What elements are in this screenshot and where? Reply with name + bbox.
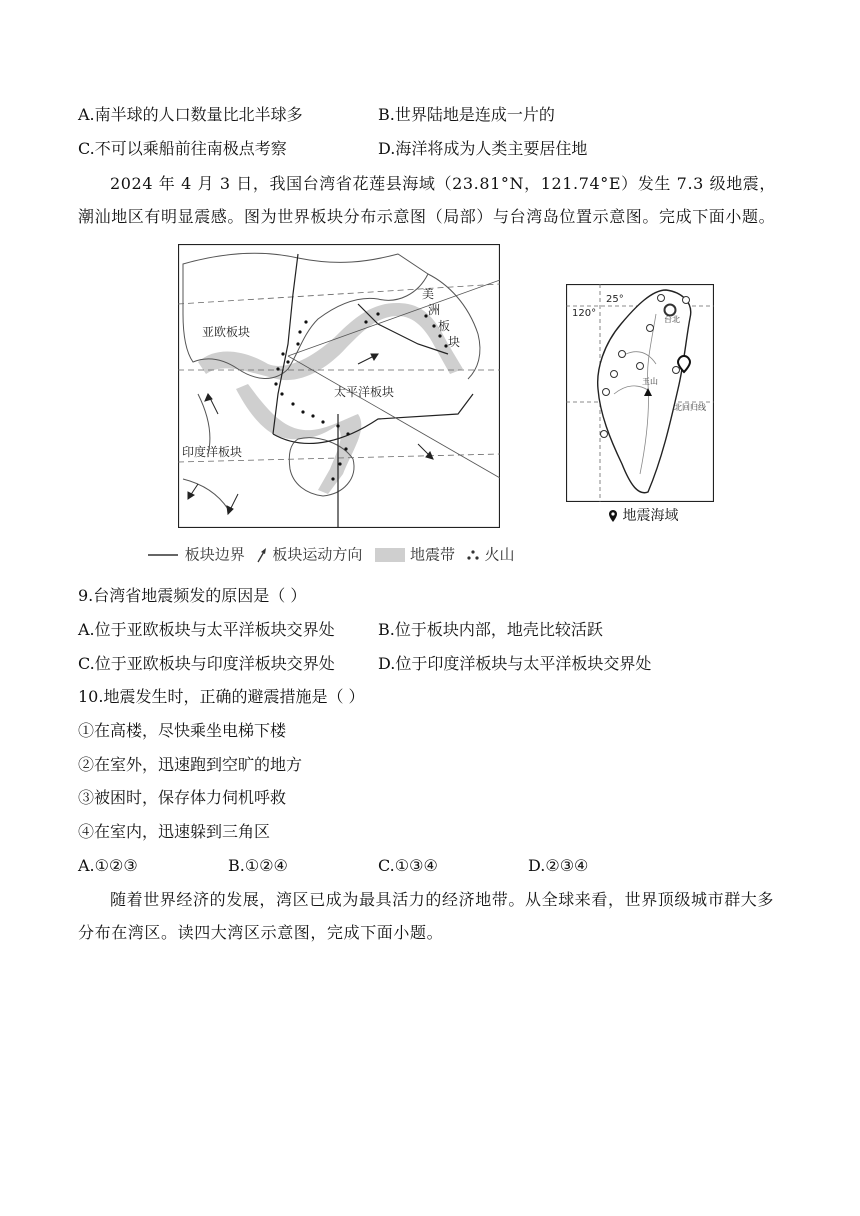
q8-option-d: D.海洋将成为人类主要居住地	[378, 139, 588, 158]
q9-stem: 9.台湾省地震频发的原因是（ ）	[78, 586, 307, 605]
label-american-plate-2: 洲	[428, 303, 441, 317]
earthquake-belt-swatch-icon	[375, 547, 405, 563]
q9-option-d: D.位于印度洋板块与太平洋板块交界处	[378, 654, 652, 673]
label-american-plate-3: 板	[438, 319, 451, 333]
map-legend	[148, 544, 515, 565]
inset-legend	[608, 507, 678, 525]
q8-option-b: B.世界陆地是连成一片的	[378, 105, 555, 124]
q9-option-b: B.位于板块内部，地壳比较活跃	[378, 620, 603, 639]
q10-option-b: B.①②④	[228, 856, 288, 875]
label-lat-25: 25°	[606, 294, 624, 305]
label-indian-plate: 印度洋板块	[182, 445, 243, 459]
legend-belt: 地震带	[409, 545, 455, 564]
label-taipei: 台北	[664, 315, 680, 324]
label-american-plate-4: 块	[448, 335, 461, 349]
q9-option-c: C.位于亚欧板块与印度洋板块交界处	[78, 654, 335, 673]
label-american-plate-1: 美	[422, 287, 435, 301]
q10-item-1: ①在高楼，尽快乘坐电梯下楼	[78, 721, 287, 740]
legend-direction: 板块运动方向	[272, 545, 363, 564]
volcano-dots-icon	[466, 548, 480, 562]
inset-legend-label: 地震海域	[622, 508, 679, 524]
q10-option-a: A.①②③	[78, 856, 138, 875]
q10-option-d: D.②③④	[528, 856, 589, 875]
boundary-line-icon	[148, 550, 180, 560]
q8-option-c: C.不可以乘船前往南极点考察	[78, 139, 287, 158]
legend-boundary: 板块边界	[184, 545, 245, 564]
label-eurasian-plate: 亚欧板块	[202, 325, 251, 339]
q9-option-a: A.位于亚欧板块与太平洋板块交界处	[78, 620, 335, 639]
label-yushan: 玉山	[642, 377, 658, 386]
label-pacific-plate: 太平洋板块	[334, 385, 395, 399]
taiwan-inset-map	[566, 284, 714, 502]
label-tropic-of-cancer: 北回归线	[674, 403, 706, 412]
direction-arrow-icon	[256, 547, 268, 563]
label-lon-120: 120°	[572, 308, 597, 319]
q10-item-3: ③被困时，保存体力伺机呼救	[78, 788, 287, 807]
location-pin-icon	[608, 509, 618, 523]
intro-paragraph-bay-areas: 随着世界经济的发展，湾区已成为最具活力的经济地带。从全球来看，世界顶级城市群大多分布在湾区。读四大湾区示意图，完成下面小题。	[78, 890, 775, 942]
q10-item-4: ④在室内，迅速躲到三角区	[78, 822, 271, 841]
q10-stem: 10.地震发生时，正确的避震措施是（ ）	[78, 687, 365, 706]
intro-paragraph-earthquake: 2024 年 4 月 3 日，我国台湾省花莲县海域（23.81°N，121.74°E）发生 7.3 级地震，潮汕地区有明显震感。图为世界板块分布示意图（局部）与台湾岛位置示意图。完成下面小题。	[78, 174, 776, 226]
legend-volcano: 火山	[484, 545, 515, 564]
q10-item-2: ②在室外，迅速跑到空旷的地方	[78, 755, 303, 774]
q8-option-a: A.南半球的人口数量比北半球多	[78, 105, 303, 124]
world-plate-map	[178, 244, 500, 528]
q10-option-c: C.①③④	[378, 856, 438, 875]
